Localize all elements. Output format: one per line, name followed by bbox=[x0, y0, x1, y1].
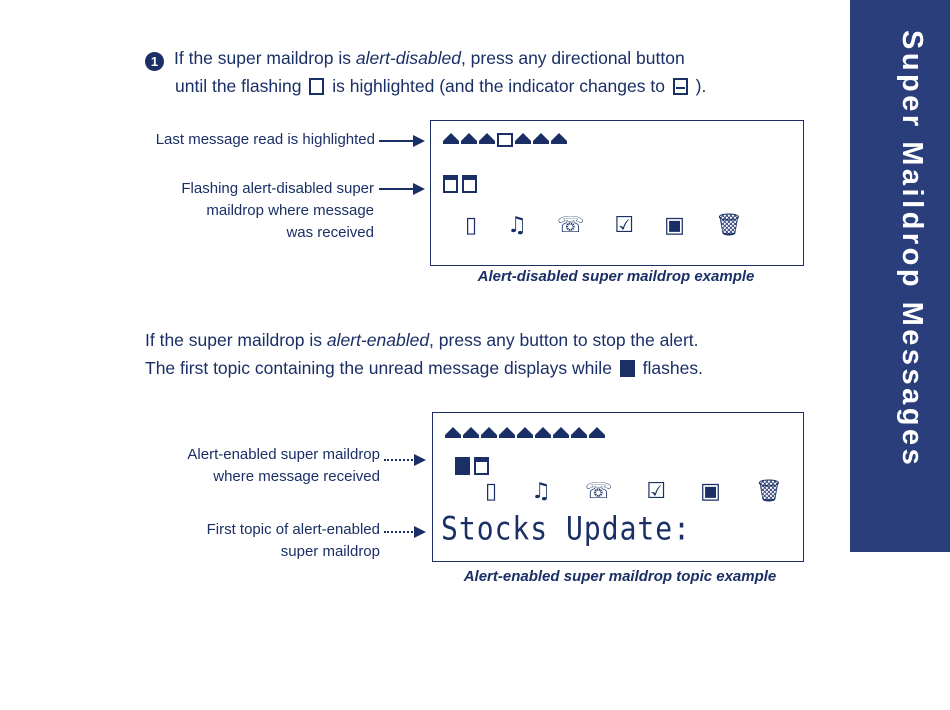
checkbox-icon: ☑ bbox=[614, 213, 635, 238]
caption-alert-enabled: Alert-enabled super maildrop topic example bbox=[463, 568, 777, 585]
maildrop-flashing-icon bbox=[309, 78, 324, 95]
label-first-topic: First topic of alert-enabled super maildrop bbox=[206, 521, 380, 560]
step1-paragraph: 1 If the super maildrop is alert-disabled, press any directional button until the flashing is highlighted (and the indicator changes to ). bbox=[145, 44, 825, 100]
topic-icons bbox=[485, 479, 783, 504]
checkbox-icon: ☑ bbox=[646, 479, 667, 504]
trash-icon: 🗑 bbox=[754, 479, 783, 504]
music-icon: ♫ bbox=[531, 479, 551, 504]
phone-icon: ☏ bbox=[584, 479, 613, 504]
lcd-topic-text: Stocks Update: bbox=[441, 509, 692, 548]
arrow-last-read bbox=[379, 140, 423, 142]
highlighted-message-marker bbox=[497, 133, 513, 147]
trash-icon: 🗑 bbox=[714, 213, 743, 238]
message-markers bbox=[445, 427, 605, 435]
section-tab-title: Super Maildrop Messages bbox=[896, 30, 928, 469]
info-icon: ▯ bbox=[465, 213, 478, 238]
maildrop-icons bbox=[443, 175, 477, 193]
info-icon: ▯ bbox=[485, 479, 498, 504]
maildrop-icon bbox=[462, 175, 477, 193]
label-flashing: Flashing alert-disabled super maildrop where message was received bbox=[181, 180, 374, 241]
arrow-first-topic bbox=[384, 531, 424, 533]
step2-paragraph: If the super maildrop is alert-enabled, press any button to stop the alert. The first topic containing the unread message displays while flashes. bbox=[145, 330, 703, 378]
arrow-alert-enabled bbox=[384, 459, 424, 461]
envelope-indicator-icon bbox=[673, 78, 688, 95]
maildrop-icon bbox=[474, 457, 489, 475]
step-bullet: 1 bbox=[145, 52, 164, 71]
label-last-read: Last message read is highlighted bbox=[155, 131, 375, 148]
alert-enabled-maildrop-icon bbox=[455, 457, 470, 475]
lcd-screen-alert-disabled bbox=[430, 120, 804, 266]
topic-icons bbox=[465, 213, 743, 238]
message-markers bbox=[443, 133, 567, 147]
maildrop-icons bbox=[455, 457, 489, 475]
calendar-icon: ▣ bbox=[664, 213, 685, 238]
caption-alert-disabled: Alert-disabled super maildrop example bbox=[477, 268, 755, 285]
calendar-icon: ▣ bbox=[700, 479, 721, 504]
flashing-maildrop-indicator-icon bbox=[620, 360, 635, 377]
phone-icon: ☏ bbox=[556, 213, 585, 238]
music-icon: ♫ bbox=[507, 213, 527, 238]
maildrop-icon bbox=[443, 175, 458, 193]
arrow-flashing bbox=[379, 188, 423, 190]
label-alert-enabled: Alert-enabled super maildrop where message received bbox=[187, 446, 380, 485]
